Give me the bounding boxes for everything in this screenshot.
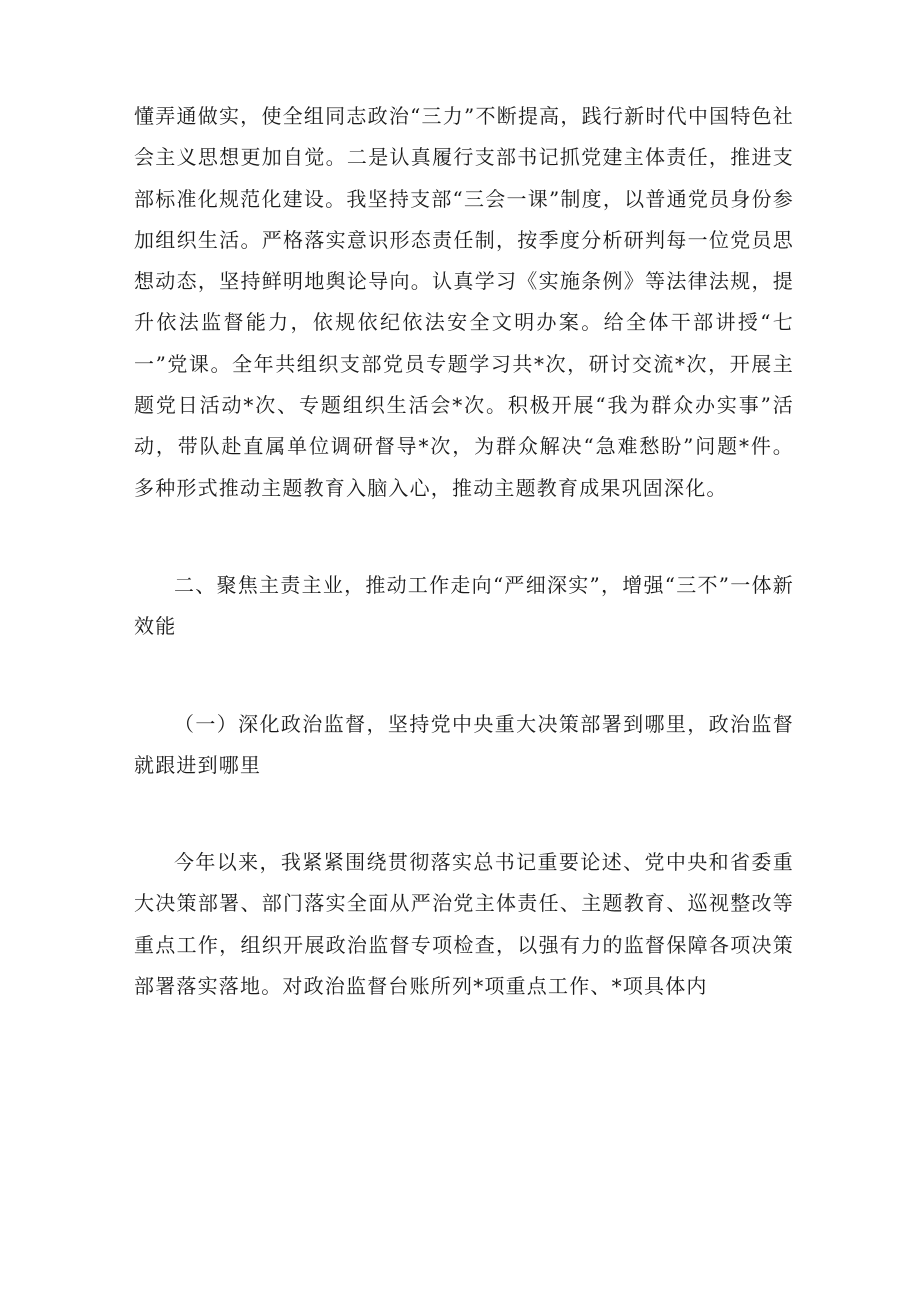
subsection-heading: （一）深化政治监督，坚持党中央重大决策部署到哪里，政治监督就跟进到哪里: [134, 711, 794, 777]
body-paragraph: 今年以来，我紧紧围绕贯彻落实总书记重要论述、党中央和省委重大决策部署、部门落实全面从严治党主体责任、主题教育、巡视整改等重点工作，组织开展政治监督专项检查，以强有力的监督保障各项决策部署落实落地。对政治监督台账所列*项重点工作、*项具体内: [134, 850, 794, 999]
body-paragraph-continued: 懂弄通做实，使全组同志政治“三力”不断提高，践行新时代中国特色社会主义思想更加自觉。二是认真履行支部书记抓党建主体责任，推进支部标准化规范化建设。我坚持支部“三会一课”制度，以普通党员身份参加组织生活。严格落实意识形态责任制，按季度分析研判每一位党员思想动态，坚持鲜明地舆论导向。认真学习《实施条例》等法律法规，提升依法监督能力，依规依纪依法安全文明办案。给全体干部讲授“七一”党课。全年共组织支部党员专题学习共*次，研讨交流*次，开展主题党日活动*次、专题组织生活会*次。积极开展“我为群众办实事”活动，带队赴直属单位调研督导*次，为群众解决“急难愁盼”问题*件。多种形式推动主题教育入脑入心，推动主题教育成果巩固深化。: [134, 104, 794, 500]
section-heading: 二、聚焦主责主业，推动工作走向“严细深实”，增强“三不”一体新效能: [134, 572, 794, 639]
document-body: [134, 96, 794, 1007]
